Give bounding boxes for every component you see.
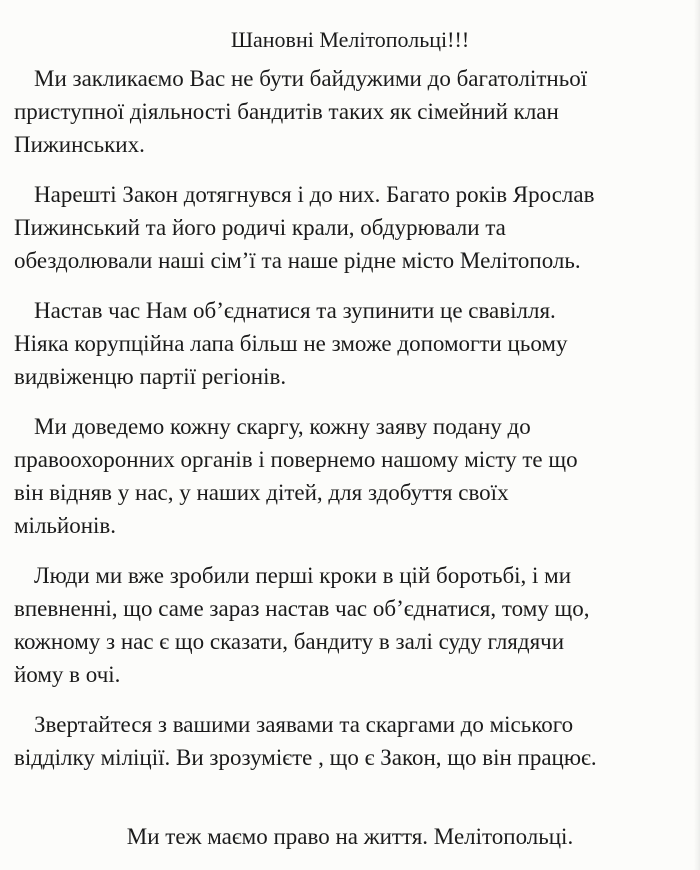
paragraph-line: приступної діяльності бандитів таких як сімейний клан — [14, 99, 559, 124]
paragraph-line: йому в очі. — [14, 662, 121, 687]
paragraph-4 — [14, 410, 674, 542]
paragraph-line: Ніяка корупційна лапа більш не зможе допомогти цьому — [14, 331, 568, 356]
paragraph-line: Нарешті Закон дотягнувся і до них. Багато років Ярослав — [34, 182, 595, 207]
paragraph-line: Пижинських. — [14, 132, 145, 157]
paper-edge-shadow — [694, 0, 700, 870]
document-body — [14, 62, 674, 791]
paragraph-line: впевненні, що саме зараз настав час об’єднатися, тому що, — [14, 596, 590, 621]
paragraph-line: Пижинський та його родичі крали, обдурювали та — [14, 215, 506, 240]
paragraph-6 — [14, 708, 674, 774]
paragraph-line: видвіженцю партії регіонів. — [14, 364, 287, 389]
paragraph-line: обездолювали наші сім’ї та наше рідне місто Мелітополь. — [14, 248, 581, 273]
paragraph-line: Ми закликаємо Вас не бути байдужими до багатолітньої — [34, 66, 588, 91]
paragraph-5 — [14, 559, 674, 691]
paragraph-3 — [14, 294, 674, 393]
paragraph-line: Ми доведемо кожну скаргу, кожну заяву подану до — [34, 414, 531, 439]
paragraph-line: мільйонів. — [14, 513, 117, 538]
document-title: Шановні Мелітопольці!!! — [230, 27, 470, 52]
paragraph-line: правоохоронних органів і повернемо нашому місту те що — [14, 447, 578, 472]
paragraph-line: відділку міліції. Ви зрозумієте , що є Закон, що він працює. — [14, 745, 597, 770]
closing-line: Ми теж маємо право на життя. Мелітопольці. — [126, 824, 574, 849]
paragraph-2 — [14, 178, 674, 277]
paragraph-line: Люди ми вже зробили перші кроки в цій боротьбі, і ми — [34, 563, 572, 588]
paragraph-line: він відняв у нас, у наших дітей, для здобуття своїх — [14, 480, 509, 505]
paragraph-line: кожному з нас є що сказати, бандиту в залі суду глядячи — [14, 629, 565, 654]
paragraph-line: Настав час Нам об’єднатися та зупинити це свавілля. — [34, 298, 556, 323]
paragraph-line: Звертайтеся з вашими заявами та скаргами до міського — [34, 712, 574, 737]
paragraph-1 — [14, 62, 674, 161]
